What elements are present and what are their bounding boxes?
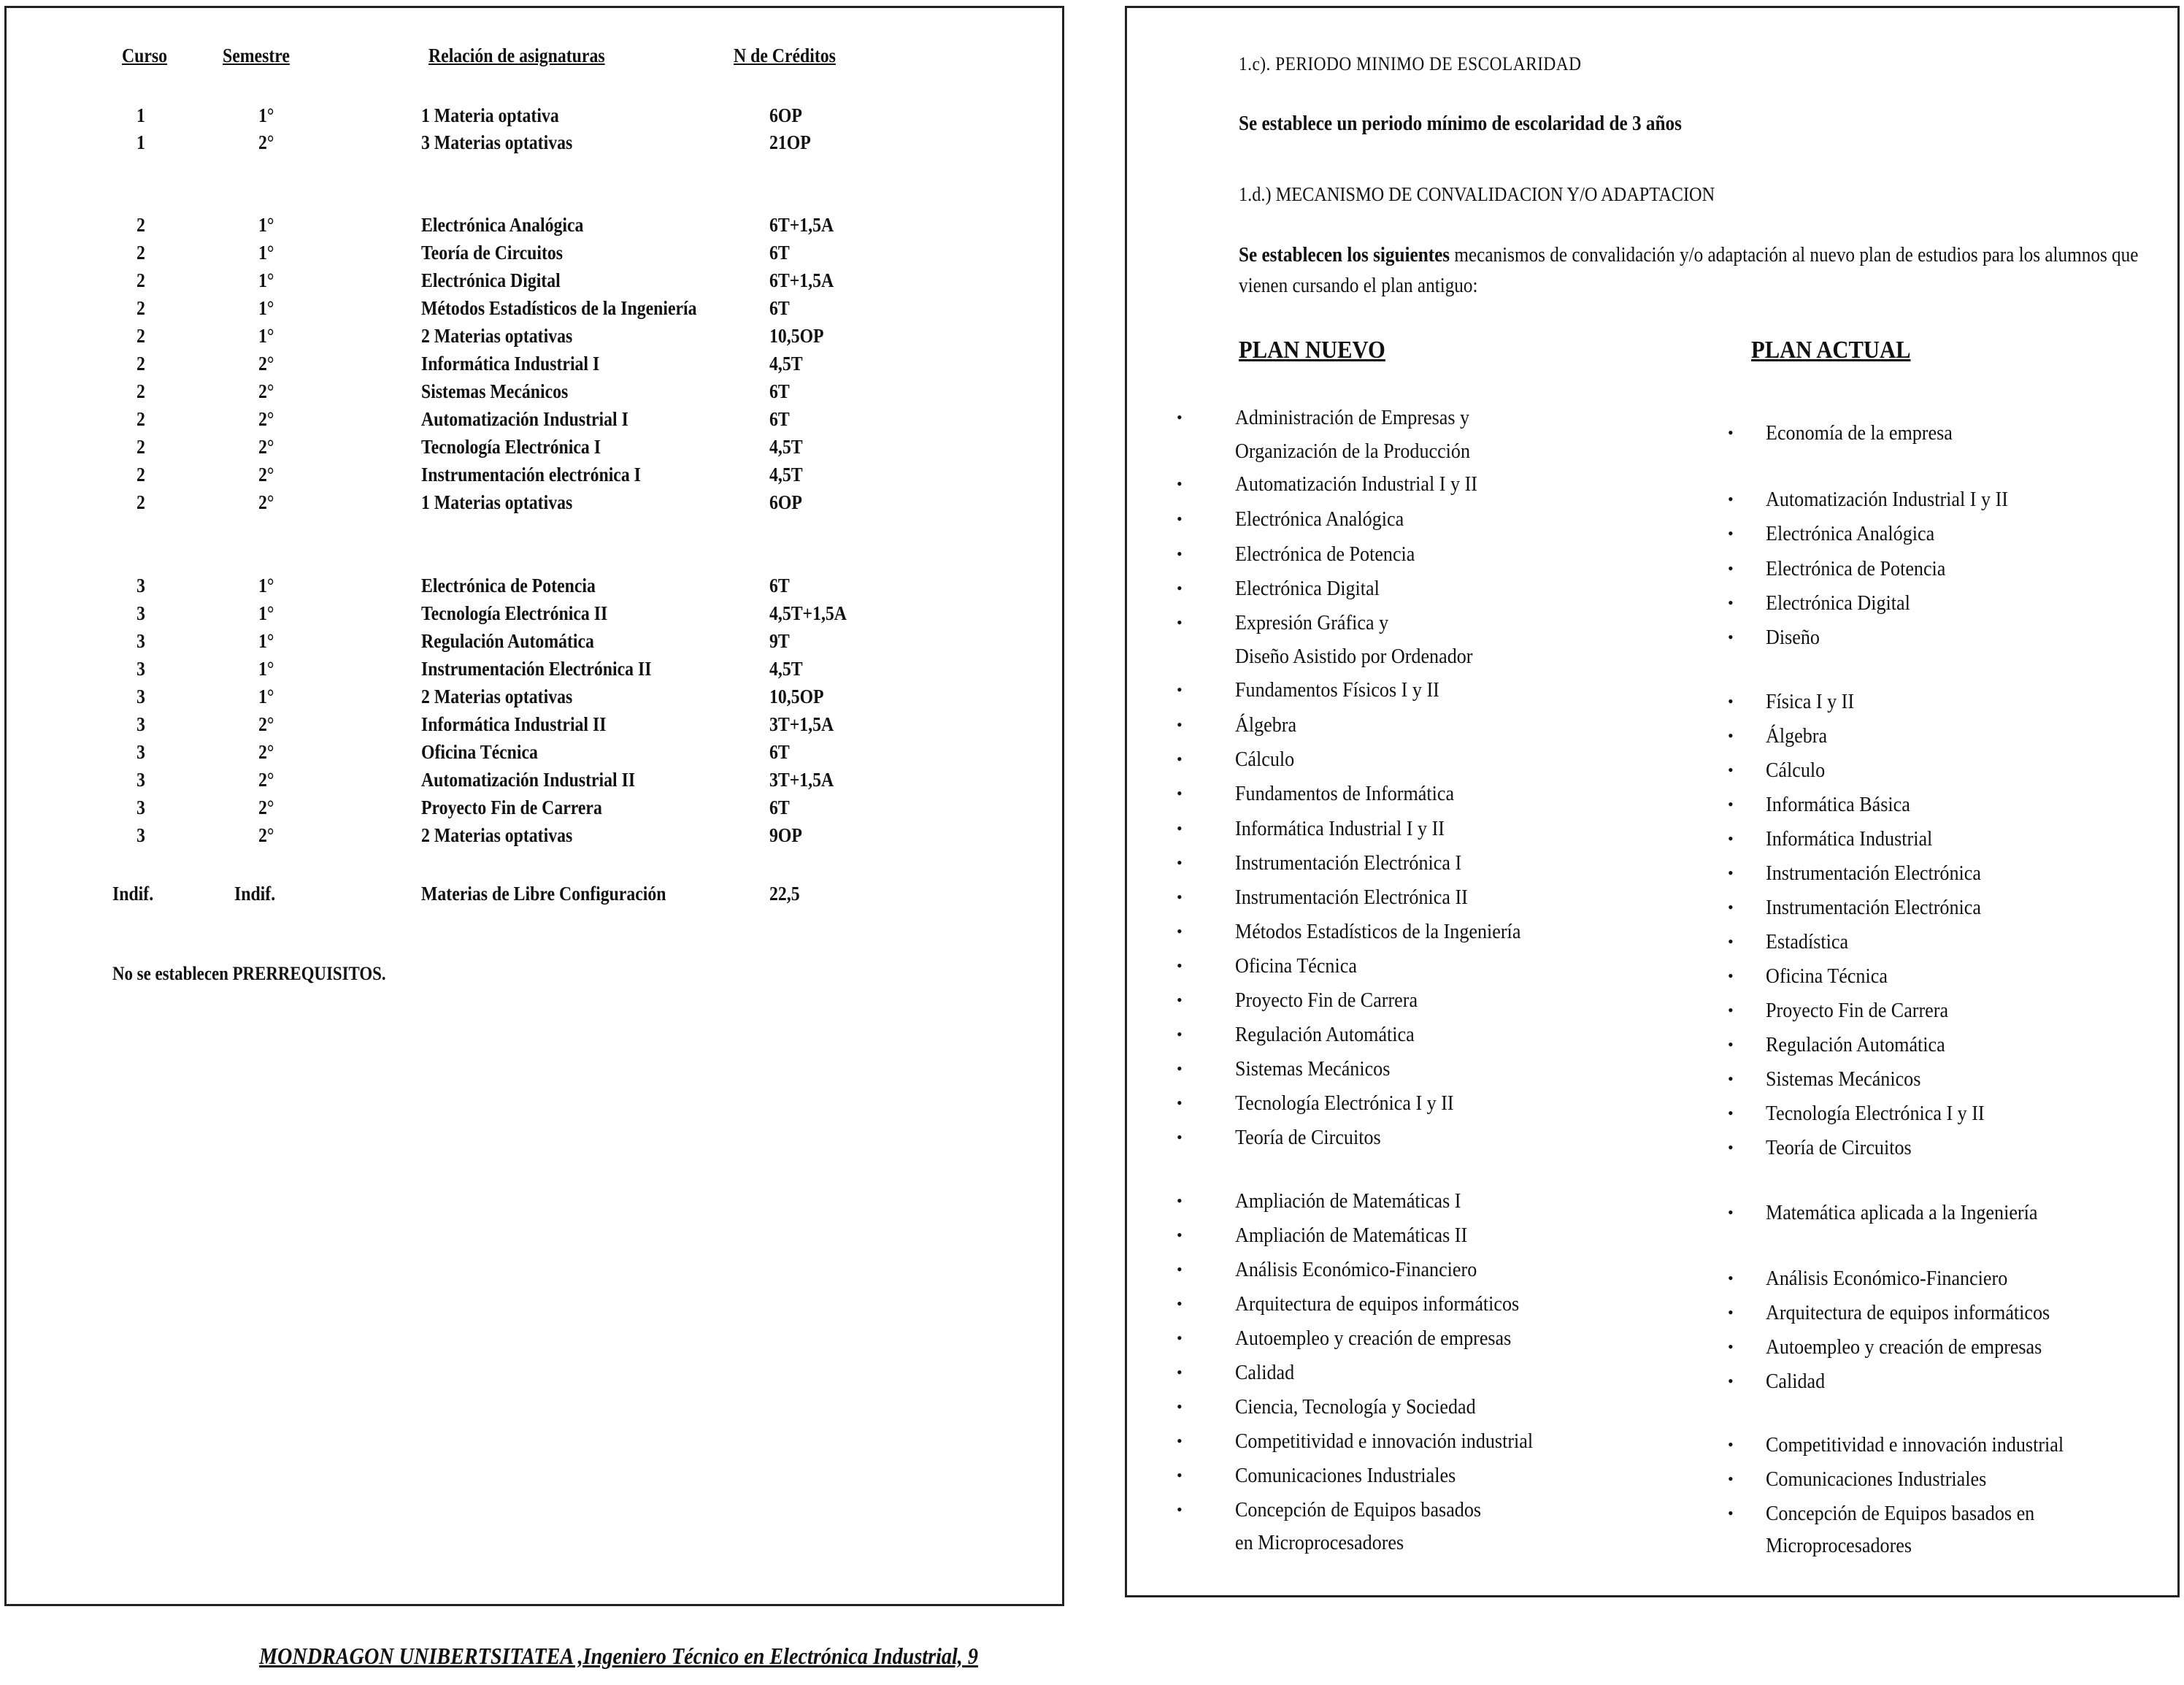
list-item-text: Comunicaciones Industriales — [1766, 1467, 1987, 1491]
list-item-text: Competitividad e innovación industrial — [1235, 1429, 1534, 1453]
table-row — [7, 104, 1058, 132]
table-row — [7, 658, 1058, 686]
bullet-icon: • — [1728, 1372, 1734, 1390]
section-1d-title: 1.d.) MECANISMO DE CONVALIDACION Y/O ADAPTACION — [1239, 183, 1715, 205]
list-item-text: Electrónica Digital — [1766, 591, 1910, 615]
list-item-text: Fundamentos de Informática — [1235, 782, 1455, 805]
header-asignaturas: Relación de asignaturas — [428, 45, 605, 66]
semestre-cell: 2° — [258, 713, 274, 735]
bullet-icon: • — [1177, 922, 1183, 940]
semestre-cell: 2° — [258, 131, 274, 153]
table-row — [7, 602, 1058, 630]
right-page-frame — [1125, 6, 2180, 1597]
list-item-text: Electrónica de Potencia — [1766, 557, 1946, 580]
curso-cell: 3 — [136, 797, 145, 818]
bullet-icon: • — [1728, 628, 1734, 646]
bullet-icon: • — [1728, 829, 1734, 848]
creditos-cell: 6T — [769, 797, 790, 818]
asignatura-cell: Tecnología Electrónica II — [421, 602, 608, 624]
curso-cell: 3 — [136, 713, 145, 735]
table-row — [7, 769, 1058, 797]
creditos-cell: 10,5OP — [769, 325, 824, 347]
list-item-text: Administración de Empresas y — [1235, 406, 1470, 429]
curso-cell: 2 — [136, 353, 145, 375]
semestre-cell: Indif. — [234, 883, 276, 905]
section-1d-body — [1239, 240, 2178, 302]
list-item-text: Concepción de Equipos basados en — [1766, 1502, 2035, 1525]
table-row — [7, 131, 1058, 159]
bullet-icon: • — [1177, 475, 1183, 493]
creditos-cell: 22,5 — [769, 883, 800, 905]
list-item-text: Electrónica Analógica — [1235, 507, 1404, 531]
bullet-icon: • — [1177, 1260, 1183, 1278]
asignatura-cell: 3 Materias optativas — [421, 131, 573, 153]
list-item-text: Concepción de Equipos basados — [1235, 1498, 1482, 1521]
list-item-text: Electrónica de Potencia — [1235, 542, 1415, 566]
semestre-cell: 2° — [258, 797, 274, 818]
bullet-icon: • — [1728, 1035, 1734, 1053]
asignatura-cell: Tecnología Electrónica I — [421, 436, 601, 458]
list-item-text: Autoempleo y creación de empresas — [1235, 1327, 1512, 1350]
table-row — [7, 491, 1058, 519]
header-creditos: N de Créditos — [734, 45, 836, 66]
bullet-icon: • — [1728, 1337, 1734, 1356]
table-row — [7, 353, 1058, 380]
semestre-cell: 1° — [258, 602, 274, 624]
asignatura-cell: 1 Materia optativa — [421, 104, 559, 126]
bullet-icon: • — [1177, 510, 1183, 528]
table-row — [7, 713, 1058, 741]
list-item-text: Sistemas Mecánicos — [1766, 1067, 1921, 1091]
plan-nuevo-heading: PLAN NUEVO — [1239, 337, 1385, 364]
header-semestre: Semestre — [223, 45, 290, 66]
creditos-cell: 6T — [769, 575, 790, 596]
list-item-text: Regulación Automática — [1235, 1023, 1415, 1046]
creditos-cell: 4,5T+1,5A — [769, 602, 847, 624]
list-item-text: Oficina Técnica — [1766, 964, 1888, 988]
bullet-icon: • — [1728, 1070, 1734, 1088]
list-item-text: Calidad — [1766, 1370, 1826, 1393]
creditos-cell: 6T — [769, 242, 790, 264]
curso-cell: Indif. — [112, 883, 154, 905]
semestre-cell: 2° — [258, 436, 274, 458]
bullet-icon: • — [1728, 795, 1734, 813]
creditos-cell: 6T+1,5A — [769, 269, 834, 291]
creditos-cell: 9T — [769, 630, 790, 652]
bullet-icon: • — [1177, 680, 1183, 699]
bullet-icon: • — [1177, 819, 1183, 837]
table-row — [7, 630, 1058, 658]
header-curso: Curso — [122, 45, 168, 66]
list-item-text: Métodos Estadísticos de la Ingeniería — [1235, 920, 1521, 943]
semestre-cell: 2° — [258, 408, 274, 430]
list-item-text: Álgebra — [1766, 724, 1828, 748]
list-item-text: Diseño Asistido por Ordenador — [1235, 645, 1473, 668]
list-item-text: Ampliación de Matemáticas II — [1235, 1224, 1468, 1247]
bullet-icon: • — [1728, 1435, 1734, 1454]
semestre-cell: 2° — [258, 353, 274, 375]
curso-cell: 2 — [136, 297, 145, 319]
bullet-icon: • — [1177, 1466, 1183, 1484]
table-row — [7, 297, 1058, 325]
bullet-icon: • — [1728, 423, 1734, 442]
list-item-text: Fundamentos Físicos I y II — [1235, 678, 1439, 702]
list-item-text: Tecnología Electrónica I y II — [1766, 1102, 1985, 1125]
prerequisites-note: No se establecen PRERREQUISITOS. — [112, 963, 386, 984]
creditos-cell: 4,5T — [769, 436, 803, 458]
asignatura-cell: Automatización Industrial I — [421, 408, 628, 430]
curso-cell: 3 — [136, 575, 145, 596]
bullet-icon: • — [1728, 692, 1734, 710]
list-item-text: Arquitectura de equipos informáticos — [1235, 1292, 1520, 1316]
asignatura-cell: Informática Industrial II — [421, 713, 607, 735]
asignatura-cell: 2 Materias optativas — [421, 824, 573, 846]
curso-cell: 1 — [136, 104, 145, 126]
creditos-cell: 6OP — [769, 491, 802, 513]
creditos-cell: 6T — [769, 297, 790, 319]
table-row — [7, 214, 1058, 242]
list-item-text: Instrumentación Electrónica II — [1235, 886, 1468, 909]
table-row — [7, 797, 1058, 824]
list-item-text: Informática Industrial I y II — [1235, 817, 1445, 840]
table-row — [7, 242, 1058, 269]
table-row — [7, 436, 1058, 464]
semestre-cell: 1° — [258, 214, 274, 236]
bullet-icon: • — [1728, 1104, 1734, 1122]
curso-cell: 2 — [136, 436, 145, 458]
list-item-text: en Microprocesadores — [1235, 1531, 1404, 1554]
table-row — [7, 741, 1058, 769]
list-item-text: Calidad — [1235, 1361, 1295, 1384]
list-item-text: Tecnología Electrónica I y II — [1235, 1091, 1454, 1115]
curso-cell: 2 — [136, 214, 145, 236]
creditos-cell: 3T+1,5A — [769, 769, 834, 791]
curso-cell: 3 — [136, 658, 145, 680]
section-1d-body-rest: mecanismos de convalidación y/o adaptación al nuevo plan de estudios para los alumnos que vienen cursando el plan antiguo: — [1239, 244, 2139, 297]
bullet-icon: • — [1177, 991, 1183, 1009]
bullet-icon: • — [1177, 1294, 1183, 1313]
curso-cell: 2 — [136, 408, 145, 430]
bullet-icon: • — [1728, 1504, 1734, 1522]
asignatura-cell: 2 Materias optativas — [421, 325, 573, 347]
creditos-cell: 6T — [769, 408, 790, 430]
asignatura-cell: Electrónica Analógica — [421, 214, 584, 236]
bullet-icon: • — [1177, 784, 1183, 802]
list-item-text: Cálculo — [1235, 748, 1295, 771]
bullet-icon: • — [1177, 888, 1183, 906]
semestre-cell: 1° — [258, 104, 274, 126]
asignatura-cell: Instrumentación electrónica I — [421, 464, 641, 485]
creditos-cell: 10,5OP — [769, 686, 824, 707]
bullet-icon: • — [1177, 1025, 1183, 1043]
bullet-icon: • — [1177, 1363, 1183, 1381]
bullet-icon: • — [1177, 750, 1183, 768]
asignatura-cell: Materias de Libre Configuración — [421, 883, 666, 905]
curso-cell: 2 — [136, 380, 145, 402]
asignatura-cell: Instrumentación Electrónica II — [421, 658, 652, 680]
bullet-icon: • — [1728, 1470, 1734, 1488]
asignatura-cell: 2 Materias optativas — [421, 686, 573, 707]
creditos-cell: 3T+1,5A — [769, 713, 834, 735]
bullet-icon: • — [1728, 967, 1734, 985]
list-item-text: Diseño — [1766, 626, 1820, 649]
list-item-text: Instrumentación Electrónica — [1766, 896, 1981, 919]
bullet-icon: • — [1728, 1303, 1734, 1321]
asignatura-cell: Oficina Técnica — [421, 741, 538, 763]
list-item-text: Ciencia, Tecnología y Sociedad — [1235, 1395, 1476, 1419]
list-item-text: Oficina Técnica — [1235, 954, 1357, 978]
curso-cell: 3 — [136, 686, 145, 707]
asignatura-cell: Sistemas Mecánicos — [421, 380, 569, 402]
section-1d-body-bold: Se establecen los siguientes — [1239, 244, 1450, 266]
creditos-cell: 6T — [769, 741, 790, 763]
curso-cell: 3 — [136, 630, 145, 652]
semestre-cell: 1° — [258, 325, 274, 347]
bullet-icon: • — [1177, 1059, 1183, 1078]
list-item-text: Instrumentación Electrónica I — [1235, 851, 1462, 875]
semestre-cell: 2° — [258, 380, 274, 402]
curso-cell: 3 — [136, 741, 145, 763]
table-row — [7, 575, 1058, 602]
bullet-icon: • — [1728, 898, 1734, 916]
bullet-icon: • — [1728, 932, 1734, 951]
list-item-text: Informática Básica — [1766, 793, 1910, 816]
list-item-text: Informática Industrial — [1766, 827, 1933, 851]
table-row — [7, 380, 1058, 408]
bullet-icon: • — [1177, 1191, 1183, 1210]
asignatura-cell: 1 Materias optativas — [421, 491, 573, 513]
curso-cell: 1 — [136, 131, 145, 153]
semestre-cell: 2° — [258, 464, 274, 485]
bullet-icon: • — [1177, 545, 1183, 563]
bullet-icon: • — [1177, 853, 1183, 872]
creditos-cell: 4,5T — [769, 353, 803, 375]
list-item-text: Expresión Gráfica y — [1235, 611, 1389, 634]
list-item-text: Álgebra — [1235, 713, 1297, 737]
asignatura-cell: Regulación Automática — [421, 630, 594, 652]
bullet-icon: • — [1728, 761, 1734, 779]
bullet-icon: • — [1177, 1128, 1183, 1146]
list-item-text: Cálculo — [1766, 759, 1826, 782]
asignatura-cell: Electrónica de Potencia — [421, 575, 596, 596]
bullet-icon: • — [1177, 1432, 1183, 1450]
bullet-icon: • — [1177, 613, 1183, 632]
bullet-icon: • — [1177, 1329, 1183, 1347]
table-row — [7, 269, 1058, 297]
creditos-cell: 4,5T — [769, 464, 803, 485]
table-row — [7, 824, 1058, 852]
plan-actual-heading: PLAN ACTUAL — [1751, 337, 1911, 364]
list-item-text: Organización de la Producción — [1235, 440, 1471, 463]
curso-cell: 2 — [136, 325, 145, 347]
list-item-text: Electrónica Digital — [1235, 577, 1380, 600]
semestre-cell: 1° — [258, 658, 274, 680]
bullet-icon: • — [1728, 1269, 1734, 1287]
bullet-icon: • — [1728, 1001, 1734, 1019]
bullet-icon: • — [1177, 408, 1183, 426]
asignatura-cell: Informática Industrial I — [421, 353, 600, 375]
bullet-icon: • — [1728, 490, 1734, 508]
bullet-icon: • — [1728, 726, 1734, 745]
semestre-cell: 1° — [258, 269, 274, 291]
list-item-text: Economía de la empresa — [1766, 421, 1953, 445]
bullet-icon: • — [1728, 524, 1734, 542]
curso-cell: 3 — [136, 602, 145, 624]
semestre-cell: 2° — [258, 769, 274, 791]
table-row — [7, 325, 1058, 353]
creditos-cell: 6T — [769, 380, 790, 402]
list-item-text: Estadística — [1766, 930, 1849, 953]
list-item-text: Teoría de Circuitos — [1235, 1126, 1381, 1149]
semestre-cell: 1° — [258, 575, 274, 596]
list-item-text: Sistemas Mecánicos — [1235, 1057, 1391, 1081]
curso-cell: 2 — [136, 464, 145, 485]
curso-cell: 3 — [136, 824, 145, 846]
bullet-icon: • — [1177, 956, 1183, 975]
bullet-icon: • — [1177, 1094, 1183, 1112]
asignatura-cell: Teoría de Circuitos — [421, 242, 564, 264]
page-footer: MONDRAGON UNIBERTSITATEA ,Ingeniero Técnico en Electrónica Industrial, 9 — [259, 1643, 978, 1669]
list-item-text: Análisis Económico-Financiero — [1235, 1258, 1477, 1281]
creditos-cell: 6T+1,5A — [769, 214, 834, 236]
list-item-text: Competitividad e innovación industrial — [1766, 1433, 2064, 1456]
semestre-cell: 2° — [258, 824, 274, 846]
list-item-text: Física I y II — [1766, 690, 1855, 713]
creditos-cell: 9OP — [769, 824, 802, 846]
creditos-cell: 6OP — [769, 104, 802, 126]
list-item-text: Automatización Industrial I y II — [1235, 472, 1477, 496]
bullet-icon: • — [1177, 579, 1183, 597]
curso-cell: 2 — [136, 491, 145, 513]
creditos-cell: 21OP — [769, 131, 811, 153]
list-item-text: Ampliación de Matemáticas I — [1235, 1189, 1461, 1213]
list-item-text: Proyecto Fin de Carrera — [1235, 989, 1418, 1012]
asignatura-cell: Automatización Industrial II — [421, 769, 636, 791]
curso-cell: 2 — [136, 269, 145, 291]
list-item-text: Análisis Económico-Financiero — [1766, 1267, 2008, 1290]
semestre-cell: 1° — [258, 297, 274, 319]
bullet-icon: • — [1177, 1500, 1183, 1519]
list-item-text: Regulación Automática — [1766, 1033, 1945, 1056]
section-1c-body: Se establece un periodo mínimo de escolaridad de 3 años — [1239, 112, 1682, 135]
semestre-cell: 1° — [258, 242, 274, 264]
table-row — [7, 883, 1058, 910]
semestre-cell: 2° — [258, 741, 274, 763]
bullet-icon: • — [1728, 864, 1734, 882]
bullet-icon: • — [1177, 1226, 1183, 1244]
asignatura-cell: Electrónica Digital — [421, 269, 561, 291]
list-item-text: Instrumentación Electrónica — [1766, 861, 1981, 885]
curso-cell: 2 — [136, 242, 145, 264]
table-row — [7, 464, 1058, 491]
semestre-cell: 2° — [258, 491, 274, 513]
left-page-frame — [4, 6, 1064, 1606]
list-item-text: Comunicaciones Industriales — [1235, 1464, 1456, 1487]
list-item-text: Arquitectura de equipos informáticos — [1766, 1301, 2050, 1324]
bullet-icon: • — [1728, 1138, 1734, 1156]
semestre-cell: 1° — [258, 686, 274, 707]
asignatura-cell: Proyecto Fin de Carrera — [421, 797, 602, 818]
section-1c-title: 1.c). PERIODO MINIMO DE ESCOLARIDAD — [1239, 53, 1582, 74]
bullet-icon: • — [1728, 559, 1734, 577]
list-item-text: Autoempleo y creación de empresas — [1766, 1335, 2042, 1359]
list-item-text: Automatización Industrial I y II — [1766, 488, 2008, 511]
creditos-cell: 4,5T — [769, 658, 803, 680]
curso-cell: 3 — [136, 769, 145, 791]
list-item-text: Teoría de Circuitos — [1766, 1136, 1912, 1159]
table-row — [7, 686, 1058, 713]
bullet-icon: • — [1728, 594, 1734, 612]
bullet-icon: • — [1728, 1203, 1734, 1221]
bullet-icon: • — [1177, 1397, 1183, 1416]
list-item-text: Electrónica Analógica — [1766, 522, 1935, 545]
table-row — [7, 408, 1058, 436]
asignatura-cell: Métodos Estadísticos de la Ingeniería — [421, 297, 697, 319]
list-item-text: Matemática aplicada a la Ingeniería — [1766, 1201, 2038, 1224]
list-item-text: Proyecto Fin de Carrera — [1766, 999, 1949, 1022]
semestre-cell: 1° — [258, 630, 274, 652]
list-item-text: Microprocesadores — [1766, 1534, 1912, 1557]
bullet-icon: • — [1177, 715, 1183, 734]
